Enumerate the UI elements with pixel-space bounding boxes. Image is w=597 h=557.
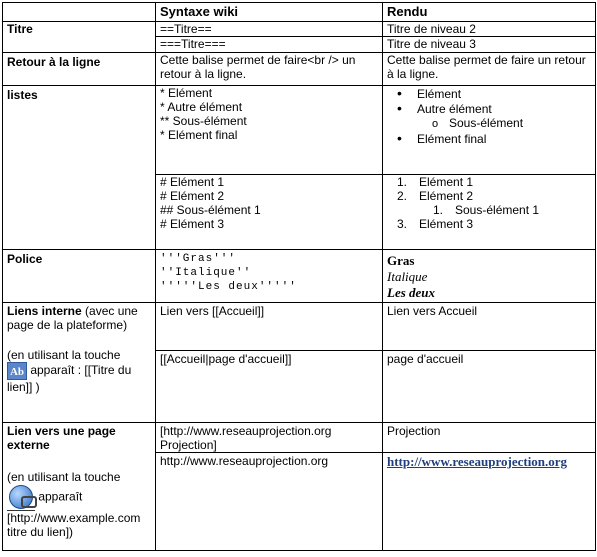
render-lien-externe-1: Projection (383, 423, 596, 453)
render-lesdeux: Les deux (387, 285, 436, 300)
label-police: Police (3, 250, 156, 303)
render-titre-3: Titre de niveau 3 (383, 36, 595, 51)
liens-interne-title: Liens interne (7, 304, 82, 318)
syntax-number-line: ## Sous-élément 1 (160, 203, 261, 217)
syntax-number-line: # Elément 1 (160, 175, 225, 189)
lien-externe-note-pre: (en utilisant la touche (7, 470, 121, 484)
syntax-gras: '''Gras''' (160, 253, 237, 265)
bullet-item: • Autre élément (417, 101, 591, 116)
numbered-item (419, 189, 591, 203)
syntax-retour-text: Cette balise permet de faire<br /> un retour à la ligne. (160, 53, 356, 81)
external-link[interactable]: http://www.reseauprojection.org (387, 454, 568, 469)
internal-link-button-icon: Ab (7, 362, 27, 380)
numbered-item-text: Elément 2 (419, 189, 474, 203)
label-liens-interne (3, 303, 156, 423)
sub-bullet-list (449, 116, 591, 131)
row-retour (3, 53, 596, 86)
lien-externe-title: Lien vers une page externe (7, 424, 116, 452)
bullet-item: • Elément (417, 86, 591, 101)
globe-link-icon (7, 484, 35, 511)
wiki-syntax-table (2, 2, 596, 551)
bullet-list (417, 131, 591, 146)
numbered-item (419, 217, 591, 231)
header-row (3, 3, 596, 22)
bullet-list (417, 86, 591, 116)
numbered-item (419, 175, 591, 189)
sub-numbered-item (455, 203, 591, 217)
numbered-item-text: Elément 1 (419, 175, 474, 189)
label-lien-externe (3, 423, 156, 551)
lien-externe-note (7, 470, 151, 539)
syntax-number-line: # Elément 3 (160, 217, 225, 231)
liens-interne-desc: (avec une page de la plateforme) (7, 304, 138, 332)
render-retour-text: Cette balise permet de faire un retour à la ligne. (387, 53, 586, 81)
syntax-bullet-line: * Autre élément (160, 100, 243, 114)
label-retour: Retour à la ligne (3, 53, 156, 86)
row-liens-interne-1 (3, 303, 596, 351)
syntax-lien-externe-2: http://www.reseauprojection.org (156, 453, 383, 551)
syntax-italique: ''Italique'' (160, 267, 252, 279)
row-police (3, 250, 596, 303)
row-lien-externe-1 (3, 423, 596, 453)
header-empty (3, 3, 156, 22)
row-listes-bullets (3, 86, 596, 175)
syntax-number-line: # Elément 2 (160, 189, 225, 203)
bullet-item: • Elément final (417, 131, 591, 146)
header-syntax: Syntaxe wiki (156, 3, 383, 22)
numbered-item-text: Elément 3 (419, 217, 474, 231)
syntax-titre-2: ==Titre== (160, 22, 212, 36)
lien-externe-note-post: apparaît [http://www.example.com titre du lien]) (7, 489, 141, 539)
numbered-list (419, 217, 591, 231)
syntax-bullet-line: * Elément final (160, 128, 238, 142)
render-italique: Italique (387, 269, 428, 284)
syntax-retour (156, 53, 383, 86)
render-bullets (383, 86, 596, 175)
sub-bullet-item: o Sous-élément (449, 116, 591, 131)
render-titre (383, 22, 596, 53)
syntax-bullet-line: * Elément (160, 86, 213, 100)
sub-numbered-item-text: Sous-élément 1 (455, 203, 540, 217)
render-police (383, 250, 596, 303)
render-numbered (383, 175, 596, 250)
syntax-titre-3: ===Titre=== (156, 36, 382, 51)
render-titre-2: Titre de niveau 2 (387, 22, 476, 36)
render-retour (383, 53, 596, 86)
liens-interne-note (7, 348, 151, 394)
liens-interne-note-post: apparaît : [[Titre du lien]] ) (7, 363, 132, 394)
syntax-lien-interne-2: [[Accueil|page d'accueil]] (156, 351, 383, 423)
syntax-numbered (156, 175, 383, 250)
sub-numbered-list (455, 203, 591, 217)
syntax-lien-externe-1: [http://www.reseauprojection.org Projection] (156, 423, 383, 453)
row-titre (3, 22, 596, 53)
label-listes: listes (3, 86, 156, 250)
syntax-lien-interne-1: Lien vers [[Accueil]] (156, 303, 383, 351)
render-gras: Gras (387, 253, 415, 268)
liens-interne-note-pre: (en utilisant la touche (7, 348, 121, 362)
syntax-bullets (156, 86, 383, 175)
syntax-bullet-line: ** Sous-élément (160, 114, 247, 128)
numbered-list (419, 175, 591, 203)
label-titre: Titre (3, 22, 156, 53)
header-render: Rendu (383, 3, 596, 22)
syntax-police (156, 250, 383, 303)
render-lien-externe-2 (383, 453, 596, 551)
syntax-titre (156, 22, 383, 53)
syntax-lesdeux: '''''Les deux''''' (160, 281, 297, 293)
render-lien-interne-1: Lien vers Accueil (383, 303, 596, 351)
render-lien-interne-2: page d'accueil (383, 351, 596, 423)
